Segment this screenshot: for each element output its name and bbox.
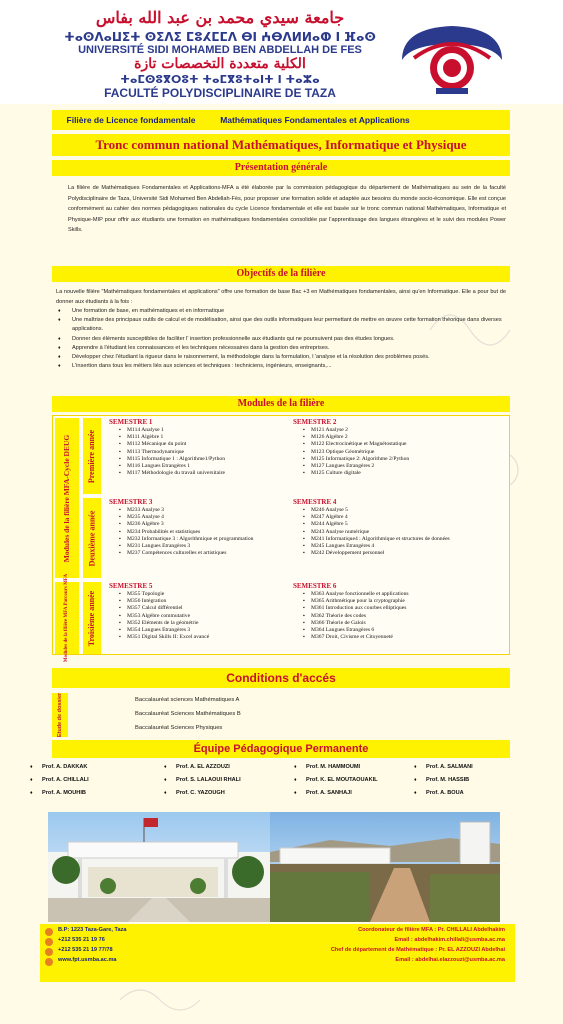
acces-list (135, 693, 241, 735)
semester-block (293, 418, 508, 477)
team-member: ♦ Prof. A. CHILLALI (42, 777, 89, 783)
footer-website[interactable]: www.fpt.usmba.ac.ma (58, 957, 117, 963)
program-name-tag: Mathématiques Fondamentales et Applications (220, 115, 410, 125)
objectif-item: ♦ Apprendre à l'étudiant les connaissances et les techniques nécessaires dans la gestion des entreprises. (56, 344, 506, 353)
campus-garden-photo (270, 812, 500, 922)
university-name: UNIVERSITÉ SIDI MOHAMED BEN ABDELLAH DE FES (78, 44, 362, 56)
module-item: ▪ M236 Algèbre 3 (119, 521, 289, 528)
acces-title: Conditions d'accés (226, 671, 336, 685)
semester-block (109, 498, 289, 557)
objectif-item: ♦ Donner des éléments susceptibles de faciliter l' insertion professionnelle aux étudiants qui ne poursuivent pas des études longues. (56, 335, 506, 344)
module-item: ▪ M354 Langues Etrangères 3 (119, 627, 289, 634)
team-member: ♦ Prof. A. DAKKAK (42, 764, 87, 770)
semester-block (293, 498, 508, 557)
presentation-title: Présentation générale (234, 162, 328, 173)
module-item: ▪ M125 Informatique 2: Algorithme 2/Python (303, 456, 508, 463)
university-logo (392, 20, 512, 100)
team-member: ♦ Prof. M. HAMMOUMI (306, 764, 360, 770)
acces-item: Baccalauréat Sciences Physiques (135, 725, 223, 731)
module-item: ▪ M243 Analyse numérique (303, 529, 508, 536)
module-item: ▪ M127 Langues Etrangères 2 (303, 463, 508, 470)
team-member: ♦ Prof. M. HASSIB (426, 777, 469, 783)
module-item: ▪ M362 Théorie des codes (303, 613, 508, 620)
arabic-university-name: جامعة سيدي محمد بن عبد الله بفاس (95, 8, 345, 27)
module-item: ▪ M231 Langues Etrangères 3 (119, 543, 289, 550)
module-item: ▪ M241 Informatique4 : Algorithmique et structures de données (303, 536, 508, 543)
module-item: ▪ M242 Développement personnel (303, 550, 508, 557)
acces-item: Baccalauréat Sciences Mathématiques B (135, 711, 241, 717)
module-item: ▪ M116 Langues Etrangères 1 (119, 463, 289, 470)
arabic-faculty-name: الكلية متعددة التخصصات تازة (134, 56, 306, 72)
year-label: Troisième année (83, 582, 101, 654)
objectif-item: ♦ Une maîtrise des principaux outils de calcul et de modélisation, ainsi que des outils informatiques leur permettant de mettre en œuvre cette formation théorique dans diverses applications. (56, 316, 506, 334)
phone-icon (45, 938, 53, 946)
presentation-text: La filière de Mathématiques Fondamentales et Applications-MFA a été élaborée par la commission pédagogique du département de Mathématiques au sein de la faculté Polydisciplinaire de Taza, Université Sidi Mohamed Ben Abdellah-Fès, pour proposer une formation solide et adaptée aux besoins du monde socio-économique. Elle est conçue conformément au cahier des normes pédagogiques nationales du cycle Licence fondamentale et elle est basée sur le tronc commun national Mathématiques, Informatique et Physique-MIP pour offrir aux étudiants une formation en mathématiques fondamentales consolidée par l'apprentissage des langues étrangères et le suivi des modules Power Skills. (68, 185, 506, 233)
module-item: ▪ M352 Eléments de la géométrie (119, 620, 289, 627)
acces-label: Etude de dossier (52, 693, 68, 737)
module-item: ▪ M233 Analyse 3 (119, 507, 289, 514)
module-item: ▪ M356 Intégration (119, 598, 289, 605)
module-item: ▪ M111 Algèbre 1 (119, 434, 289, 441)
module-item: ▪ M125 Culture digitale (303, 470, 508, 477)
module-item: ▪ M234 Probabilités et statistiques (119, 529, 289, 536)
semester-title: SEMESTRE 5 (109, 582, 153, 590)
module-item: ▪ M367 Droit, Civisme et Citoyenneté (303, 634, 508, 641)
parcours-label: Modules de la filière MFA Parcours MFA (55, 582, 79, 654)
module-item: ▪ M357 Calcul différentiel (119, 605, 289, 612)
tifinagh-university-name: ⵜⴰⵙⴷⴰⵡⵉⵜ ⵙⵉⴷⵉ ⵎⵓⵃⵎⵎⴷ ⴱⵏ ⵄⴱⴷⵍⵍⴰⵀ ⵏ ⴼⴰⵙ (64, 30, 376, 44)
semester-title: SEMESTRE 6 (293, 582, 337, 590)
objectifs-title: Objectifs de la filière (236, 268, 326, 279)
objectifs-intro: La nouvelle filière "Mathématiques fondamentales et applications" offre une formation de base Bac +3 en Mathématiques fondamentales, ainsi qu'en Informatique. Elle a pour but de donner aux étudiants à la fois : (56, 289, 506, 305)
module-item: ▪ M351 Digital Skills II: Excel avancé (119, 634, 289, 641)
module-item: ▪ M237 Compétences culturelles et artistiques (119, 550, 289, 557)
team-member: ♦ Prof. S. LALAOUI RHALI (176, 777, 241, 783)
objectif-item: ♦ Une formation de base, en mathématiques et en informatique (56, 307, 506, 316)
module-item: ▪ M122 Electrocinétique et Magnétostatique (303, 441, 508, 448)
main-title: Tronc commun national Mathématiques, Informatique et Physique (95, 137, 467, 152)
footer-chef: Chef de département de Mathématique : Pr. EL AZZOUZI Abdelhai (330, 947, 505, 953)
semester-block (109, 582, 289, 641)
modules-table (52, 415, 510, 663)
module-item: ▪ M366 Théorie de Galois (303, 620, 508, 627)
objectifs-list (56, 307, 506, 371)
objectif-item: ♦ Développer chez l'étudiant la rigueur dans le raisonnement, la méthodologie dans la formulation, l 'analyse et la résolution des problèmes posés. (56, 353, 506, 362)
module-item: ▪ M115 Informatique 1 : Algorithme1/Python (119, 456, 289, 463)
semester-title: SEMESTRE 3 (109, 498, 153, 506)
footer-phone1: +212 535 21 19 76 (58, 937, 105, 943)
globe-icon (45, 958, 53, 966)
team-member: ♦ Prof. A. BOUA (426, 790, 464, 796)
team-member: ♦ Prof. A. MOUHIB (42, 790, 86, 796)
licence-tag: Filière de Licence fondamentale (66, 115, 196, 125)
page-footer (40, 924, 515, 982)
module-item: ▪ M121 Analyse 2 (303, 427, 508, 434)
module-item: ▪ M114 Analyse 1 (119, 427, 289, 434)
module-item: ▪ M355 Topologie (119, 591, 289, 598)
module-item: ▪ M353 Algèbre commutative (119, 613, 289, 620)
semester-title: SEMESTRE 1 (109, 418, 153, 426)
module-item: ▪ M123 Optique Géométrique (303, 449, 508, 456)
module-item: ▪ M244 Algèbre 5 (303, 521, 508, 528)
footer-coordinator-email[interactable]: Email : abdelhakim.chillali@usmba.ac.ma (394, 937, 505, 943)
module-item: ▪ M117 Méthodologie du travail universitaire (119, 470, 289, 477)
team-member: ♦ Prof. A. SALMANI (426, 764, 473, 770)
acces-item: Baccalauréat sciences Mathématiques A (135, 697, 240, 703)
footer-chef-email[interactable]: Email : abdelhai.elazzouzi@usmba.ac.ma (395, 957, 505, 963)
semester-title: SEMESTRE 4 (293, 498, 337, 506)
module-item: ▪ M126 Algèbre 2 (303, 434, 508, 441)
team-member: ♦ Prof. C. YAZOUGH (176, 790, 225, 796)
cycle-label: Modules de la filière MFA-Cycle DEUG (55, 418, 79, 578)
objectif-item: ♦ L'insertion dans tous les métiers liés aux sciences et techniques : techniciens, ingénieurs, enseignants,... (56, 362, 506, 371)
module-item: ▪ M245 Langues Etrangères 4 (303, 543, 508, 550)
team-member: ♦ Prof. K. EL MOUTAOUAKIL (306, 777, 378, 783)
year-label: Première année (83, 418, 101, 494)
footer-coordinator: Coordonateur de filière MFA : Pr. CHILLALI Abdelhakim (358, 927, 505, 933)
module-item: ▪ M361 Introduction aux courbes elliptiques (303, 605, 508, 612)
module-item: ▪ M113 Thermodynamique (119, 449, 289, 456)
semester-block (109, 418, 289, 477)
equipe-title: Équipe Pédagogique Permanente (193, 743, 369, 755)
page-header (0, 0, 563, 104)
semester-title: SEMESTRE 2 (293, 418, 337, 426)
campus-entrance-photo (48, 812, 270, 922)
team-member: ♦ Prof. A. EL AZZOUZI (176, 764, 230, 770)
footer-phone2: +212 535 21 19 77/78 (58, 947, 113, 953)
modules-title: Modules de la filière (237, 398, 325, 409)
faculty-name: FACULTÉ POLYDISCIPLINAIRE DE TAZA (104, 86, 336, 100)
module-item: ▪ M247 Algèbre 4 (303, 514, 508, 521)
module-item: ▪ M365 Arithmétique pour la cryptographie (303, 598, 508, 605)
module-item: ▪ M364 Langues Etrangères 6 (303, 627, 508, 634)
module-item: ▪ M246 Analyse 5 (303, 507, 508, 514)
footer-address: B.P: 1223 Taza-Gare, Taza (58, 927, 127, 933)
module-item: ▪ M232 Informatique 3 : Algorithmique et programmation (119, 536, 289, 543)
module-item: ▪ M112 Mécanique du point (119, 441, 289, 448)
module-item: ▪ M363 Analyse fonctionnelle et applications (303, 591, 508, 598)
team-member: ♦ Prof. A. SANHAJI (306, 790, 352, 796)
location-icon (45, 928, 53, 936)
semester-block (293, 582, 508, 641)
tifinagh-faculty-name: ⵜⴰⵎⵙⵓⴳⵔⵓⵜ ⵜⴰⵎⴳⵓⵜⴰⵏⵜ ⵏ ⵜⴰⵣⴰ (120, 73, 320, 86)
phone-icon (45, 948, 53, 956)
year-label: Deuxième année (83, 498, 101, 578)
module-item: ▪ M235 Analyse 4 (119, 514, 289, 521)
